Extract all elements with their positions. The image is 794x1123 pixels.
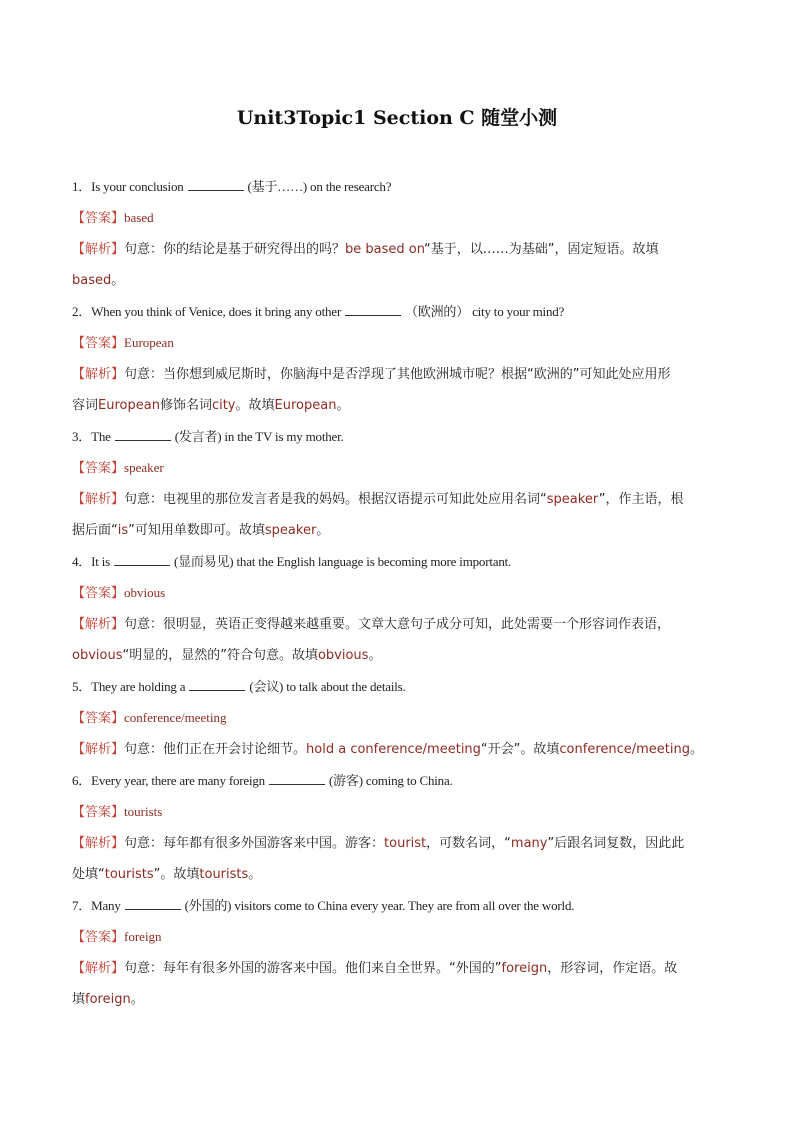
answer-value: tourists xyxy=(124,804,163,819)
explanation-text: 。 xyxy=(111,273,125,288)
explanation-text: 。故填 xyxy=(235,398,275,413)
question-text xyxy=(72,171,722,202)
answer-blank xyxy=(345,303,401,316)
answer-line xyxy=(72,202,722,234)
question-prefix: 1．Is your conclusion xyxy=(72,179,184,194)
explanation-text: 句意：你的结论是基于研究得出的吗？ xyxy=(124,242,346,257)
explanation-highlight: European xyxy=(98,398,160,413)
explanation-text: 处填“ xyxy=(72,867,105,882)
explanation-line xyxy=(72,828,722,859)
question-text xyxy=(72,296,722,327)
explanation-line xyxy=(72,953,722,984)
explanation-label: 【解析】 xyxy=(72,617,125,632)
explanation-line xyxy=(72,984,722,1015)
question-prefix: 3．The xyxy=(72,429,111,444)
explanation-text: 。 xyxy=(690,742,704,757)
answer-line xyxy=(72,452,722,484)
explanation-text: ”。故填 xyxy=(153,867,200,882)
answer-value: European xyxy=(124,335,174,350)
question-suffix: （欧洲的） city to your mind? xyxy=(405,304,565,319)
explanation-text: 。 xyxy=(336,398,350,413)
question-suffix: (会议) to talk about the details. xyxy=(249,679,406,694)
explanation-highlight: many xyxy=(510,836,548,851)
explanation-line xyxy=(72,390,722,421)
explanation-label: 【解析】 xyxy=(72,242,125,257)
answer-value: speaker xyxy=(124,460,164,475)
explanation-text: ”，作主语，根 xyxy=(598,492,684,507)
explanation-highlight: obvious xyxy=(72,648,123,663)
explanation-text: 句意：很明显，英语正变得越来越重要。文章大意句子成分可知，此处需要一个形容词作表语， xyxy=(124,617,671,632)
explanation-label: 【解析】 xyxy=(72,836,125,851)
explanation-text: 句意：当你想到威尼斯时，你脑海中是否浮现了其他欧洲城市呢？根据“欧洲的”可知此处应用形 xyxy=(124,367,671,382)
question-prefix: 2．When you think of Venice, does it bring any other xyxy=(72,304,342,319)
answer-value: conference/meeting xyxy=(124,710,227,725)
explanation-highlight: foreign xyxy=(85,992,131,1007)
explanation-text: 容词 xyxy=(72,398,99,413)
explanation-text: 据后面“ xyxy=(72,523,118,538)
explanation-text: “明显的，显然的”符合句意。故填 xyxy=(122,648,318,663)
explanation-text: 句意：每年有很多外国的游客来中国。他们来自全世界。“外国的” xyxy=(124,961,502,976)
question-text xyxy=(72,421,722,452)
question-prefix: 6．Every year, there are many foreign xyxy=(72,773,265,788)
question-prefix: 4．It is xyxy=(72,554,110,569)
answer-value: foreign xyxy=(124,929,162,944)
question-prefix: 7．Many xyxy=(72,898,121,913)
explanation-label: 【解析】 xyxy=(72,961,125,976)
explanation-line xyxy=(72,484,722,515)
explanation-highlight: obvious xyxy=(317,648,369,663)
question-suffix: (游客) coming to China. xyxy=(328,773,453,788)
explanation-line xyxy=(72,359,722,390)
answer-line xyxy=(72,702,722,734)
explanation-highlight: hold a conference/meeting xyxy=(306,742,481,757)
answer-blank xyxy=(125,897,181,910)
answer-blank xyxy=(114,553,170,566)
explanation-text: “基于，以……为基础”，固定短语。故填 xyxy=(424,242,659,257)
explanation-line xyxy=(72,515,722,546)
explanation-highlight: tourist xyxy=(384,836,427,851)
explanation-text: ”后跟名词复数，因此此 xyxy=(547,836,685,851)
explanation-text: ，形容词，作定语。故 xyxy=(547,961,678,976)
answer-line xyxy=(72,921,722,953)
explanation-highlight: conference/meeting xyxy=(559,742,691,757)
question-text xyxy=(72,546,722,577)
explanation-highlight: speaker xyxy=(264,523,317,538)
question-suffix: (基于……) on the research? xyxy=(247,179,392,194)
explanation-text: ，可数名词，“ xyxy=(426,836,511,851)
explanation-text: 句意：每年都有很多外国游客来中国。游客： xyxy=(124,836,385,851)
explanation-text: 。 xyxy=(316,523,330,538)
explanation-label: 【解析】 xyxy=(72,367,125,382)
explanation-text: 句意：电视里的那位发言者是我的妈妈。根据汉语提示可知此处应用名词“ xyxy=(124,492,547,507)
answer-label: 【答案】 xyxy=(72,586,125,601)
answer-line xyxy=(72,327,722,359)
explanation-text: 句意：他们正在开会讨论细节。 xyxy=(124,742,307,757)
page-title: Unit3Topic1 Section C 随堂小测 xyxy=(236,107,558,129)
explanation-line xyxy=(72,609,722,640)
answer-label: 【答案】 xyxy=(72,805,125,820)
explanation-line xyxy=(72,265,722,296)
question-suffix: (发言者) in the TV is my mother. xyxy=(174,429,344,444)
question-text xyxy=(72,765,722,796)
explanation-line xyxy=(72,859,722,890)
explanation-highlight: be based on xyxy=(345,242,425,257)
explanation-line xyxy=(72,734,722,765)
question-suffix: (显而易见) that the English language is becoming more important. xyxy=(173,554,512,569)
explanation-highlight: foreign xyxy=(501,961,548,976)
explanation-line xyxy=(72,234,722,265)
answer-label: 【答案】 xyxy=(72,461,125,476)
question-text xyxy=(72,890,722,921)
answer-blank xyxy=(188,178,244,191)
explanation-highlight: tourists xyxy=(104,867,154,882)
question-prefix: 5．They are holding a xyxy=(72,679,186,694)
answer-blank xyxy=(115,428,171,441)
answer-line xyxy=(72,796,722,828)
question-suffix: (外国的) visitors come to China every year. They are from all over the world. xyxy=(184,898,575,913)
answer-blank xyxy=(269,772,325,785)
explanation-text: 。 xyxy=(368,648,382,663)
answer-value: obvious xyxy=(124,585,166,600)
answer-line xyxy=(72,577,722,609)
explanation-highlight: based xyxy=(72,273,112,288)
explanation-highlight: tourists xyxy=(199,867,249,882)
explanation-label: 【解析】 xyxy=(72,742,125,757)
question-text xyxy=(72,671,722,702)
explanation-highlight: European xyxy=(274,398,337,413)
explanation-text: “开会”。故填 xyxy=(480,742,560,757)
explanation-line xyxy=(72,640,722,671)
explanation-highlight: is xyxy=(117,523,129,538)
answer-label: 【答案】 xyxy=(72,711,125,726)
explanation-text: 填 xyxy=(72,992,86,1007)
answer-label: 【答案】 xyxy=(72,211,125,226)
question-list xyxy=(72,171,722,1015)
explanation-highlight: city xyxy=(211,398,236,413)
explanation-text: ”可知用单数即可。故填 xyxy=(128,523,265,538)
answer-label: 【答案】 xyxy=(72,336,125,351)
explanation-highlight: speaker xyxy=(546,492,599,507)
explanation-label: 【解析】 xyxy=(72,492,125,507)
explanation-text: 修饰名词 xyxy=(159,398,212,413)
answer-label: 【答案】 xyxy=(72,930,125,945)
explanation-text: 。 xyxy=(248,867,262,882)
answer-value: based xyxy=(124,210,154,225)
explanation-text: 。 xyxy=(130,992,144,1007)
answer-blank xyxy=(189,678,245,691)
